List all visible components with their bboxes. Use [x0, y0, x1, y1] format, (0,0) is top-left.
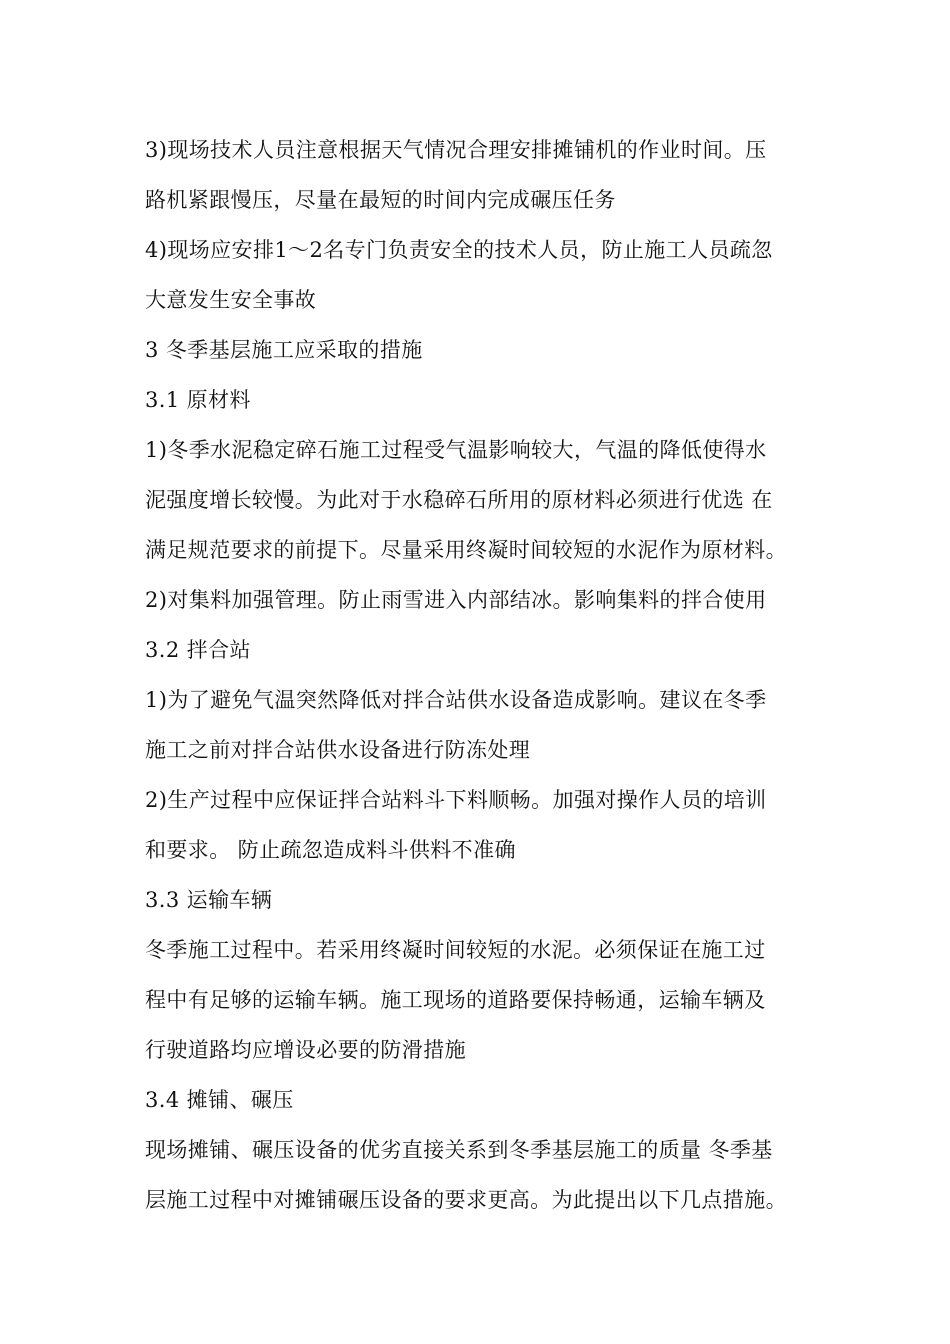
paragraph-line: 大意发生安全事故 [145, 288, 317, 312]
paragraph-line: 泥强度增长较慢。为此对于水稳碎石所用的原材料必须进行优选 在 [145, 488, 773, 512]
section-heading: 3 冬季基层施工应采取的措施 [145, 338, 423, 362]
paragraph-line: 行驶道路均应增设必要的防滑措施 [145, 1038, 466, 1062]
paragraph-line: 路机紧跟慢压，尽量在最短的时间内完成碾压任务 [145, 188, 616, 212]
paragraph-line: 3)现场技术人员注意根据天气情况合理安排摊铺机的作业时间。压 [145, 138, 767, 162]
paragraph-line: 2)对集料加强管理。防止雨雪进入内部结冰。影响集料的拌合使用 [145, 588, 767, 612]
paragraph-line: 现场摊铺、碾压设备的优劣直接关系到冬季基层施工的质量 冬季基 [145, 1138, 773, 1162]
subsection-heading: 3.2 拌合站 [145, 638, 251, 662]
paragraph-line: 层施工过程中对摊铺碾压设备的要求更高。为此提出以下几点措施。 [145, 1188, 787, 1212]
paragraph-line: 1)为了避免气温突然降低对拌合站供水设备造成影响。建议在冬季 [145, 688, 767, 712]
subsection-heading: 3.4 摊铺、碾压 [145, 1088, 294, 1112]
paragraph-line: 1)冬季水泥稳定碎石施工过程受气温影响较大，气温的降低使得水 [145, 438, 767, 462]
paragraph-line: 程中有足够的运输车辆。施工现场的道路要保持畅通，运输车辆及 [145, 988, 766, 1012]
paragraph-line: 4)现场应安排1～2名专门负责安全的技术人员，防止施工人员疏忽 [145, 238, 773, 262]
paragraph-line: 满足规范要求的前提下。尽量采用终凝时间较短的水泥作为原材料。 [145, 538, 787, 562]
subsection-heading: 3.1 原材料 [145, 388, 251, 412]
paragraph-line: 施工之前对拌合站供水设备进行防冻处理 [145, 738, 531, 762]
paragraph-line: 冬季施工过程中。若采用终凝时间较短的水泥。必须保证在施工过 [145, 938, 766, 962]
paragraph-line: 2)生产过程中应保证拌合站料斗下料顺畅。加强对操作人员的培训 [145, 788, 767, 812]
subsection-heading: 3.3 运输车辆 [145, 888, 273, 912]
paragraph-line: 和要求。 防止疏忽造成料斗供料不准确 [145, 838, 516, 862]
